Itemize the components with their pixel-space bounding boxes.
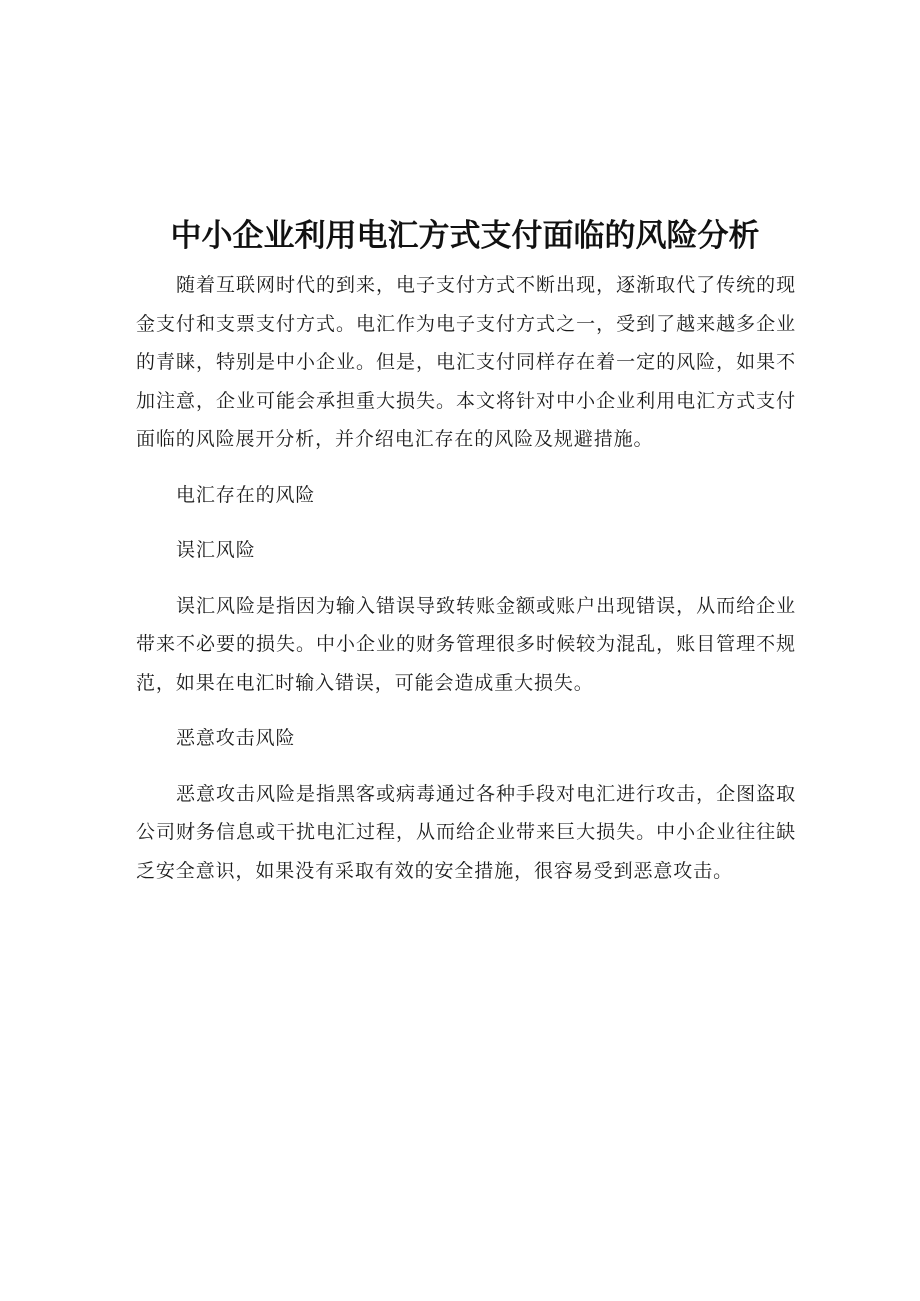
subsection-heading-misremittance: 误汇风险 (176, 539, 256, 561)
spacer (136, 459, 796, 476)
spacer (136, 758, 796, 775)
spacer (136, 570, 796, 587)
section-heading: 电汇存在的风险 (176, 483, 316, 506)
document-title: 中小企业利用电汇方式支付面临的风险分析 (170, 218, 760, 254)
spacer (136, 514, 796, 531)
subsection-heading-malicious-attack: 恶意攻击风险 (176, 727, 296, 749)
misremittance-paragraph: 误汇风险是指因为输入错误导致转账金额或账户出现错误，从而给企业带来不必要的损失。中小企业的财务管理很多时候较为混乱，账目管理不规范，如果在电汇时输入错误，可能会造成重大损失。 (136, 594, 796, 694)
malicious-attack-paragraph: 恶意攻击风险是指黑客或病毒通过各种手段对电汇进行攻击，企图盗取公司财务信息或干扰电汇过程，从而给企业带来巨大损失。中小企业往往缺乏安全意识，如果没有采取有效的安全措施，很容易受到恶意攻击。 (136, 782, 796, 882)
intro-paragraph: 随着互联网时代的到来，电子支付方式不断出现，逐渐取代了传统的现金支付和支票支付方式。电汇作为电子支付方式之一，受到了越来越多企业的青睐，特别是中小企业。但是，电汇支付同样存在着一定的风险，如果不加注意，企业可能会承担重大损失。本文将针对中小企业利用电汇方式支付面临的风险展开分析，并介绍电汇存在的风险及规避措施。 (136, 274, 796, 450)
document-body (136, 266, 796, 890)
spacer (136, 702, 796, 719)
